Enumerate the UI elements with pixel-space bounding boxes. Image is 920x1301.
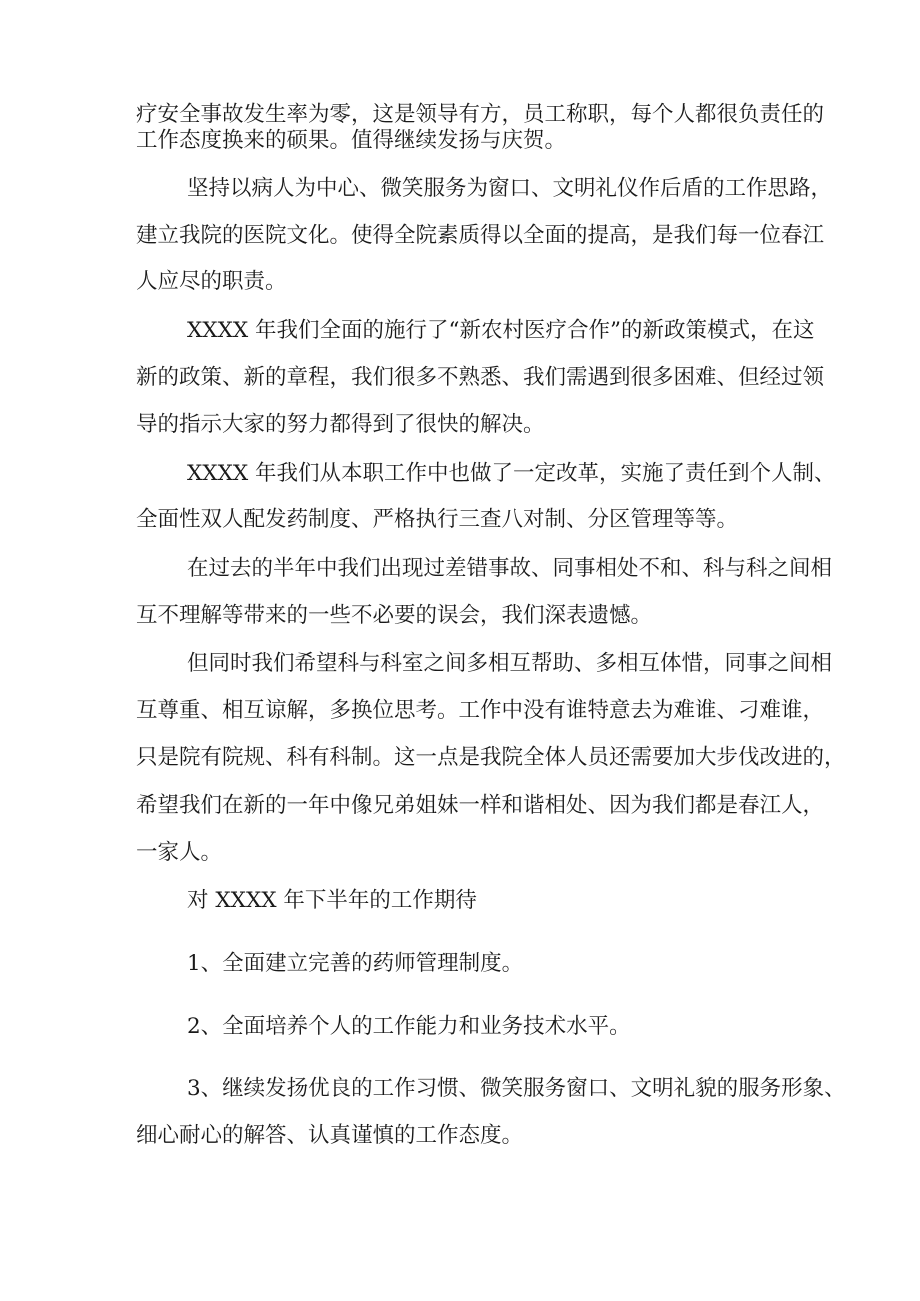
paragraph-5-line-1: 在过去的半年中我们出现过差错事故、同事相处不和、科与科之间相 <box>187 556 833 581</box>
paragraph-6-line-1: 但同时我们希望科与科室之间多相互帮助、多相互体惜，同事之间相 <box>187 651 833 676</box>
paragraph-1-line-1: 疗安全事故发生率为零，这是领导有方，员工称职，每个人都很负责任的 <box>136 102 825 127</box>
paragraph-5-line-2: 互不理解等带来的一些不必要的误会，我们深表遗憾。 <box>136 603 653 628</box>
paragraph-6-line-5: 一家人。 <box>136 840 223 865</box>
paragraph-3-line-2: 新的政策、新的章程，我们很多不熟悉、我们需遇到很多困难、但经过领 <box>136 365 825 390</box>
paragraph-2-line-1: 坚持以病人为中心、微笑服务为窗口、文明礼仪作后盾的工作思路， <box>187 176 833 201</box>
paragraph-2-line-2: 建立我院的医院文化。使得全院素质得以全面的提高，是我们每一位春江 <box>136 223 825 248</box>
list-item-3-line-1: 3、继续发扬优良的工作习惯、微笑服务窗口、文明礼貌的服务形象、 <box>187 1076 846 1101</box>
paragraph-4-line-1: XXXX 年我们从本职工作中也做了一定改革，实施了责任到个人制、 <box>187 461 836 486</box>
list-item-1: 1、全面建立完善的药师管理制度。 <box>187 951 524 976</box>
paragraph-1-line-2: 工作态度换来的硕果。值得继续发扬与庆贺。 <box>136 128 567 153</box>
paragraph-3-line-3: 导的指示大家的努力都得到了很快的解决。 <box>136 412 545 437</box>
paragraph-6-line-2: 互尊重、相互谅解，多换位思考。工作中没有谁特意去为难谁、刁难谁， <box>136 698 825 723</box>
list-item-3-line-2: 细心耐心的解答、认真谨慎的工作态度。 <box>136 1123 524 1148</box>
section-heading: 对 XXXX 年下半年的工作期待 <box>187 888 477 913</box>
paragraph-6-line-4: 希望我们在新的一年中像兄弟姐妹一样和谐相处、因为我们都是春江人， <box>136 793 825 818</box>
paragraph-3-line-1: XXXX 年我们全面的施行了“新农村医疗合作”的新政策模式，在这 <box>187 318 815 343</box>
paragraph-2-line-3: 人应尽的职责。 <box>136 269 287 294</box>
paragraph-4-line-2: 全面性双人配发药制度、严格执行三查八对制、分区管理等等。 <box>136 507 739 532</box>
list-item-2: 2、全面培养个人的工作能力和业务技术水平。 <box>187 1014 631 1039</box>
paragraph-6-line-3: 只是院有院规、科有科制。这一点是我院全体人员还需要加大步伐改进的， <box>136 745 846 770</box>
